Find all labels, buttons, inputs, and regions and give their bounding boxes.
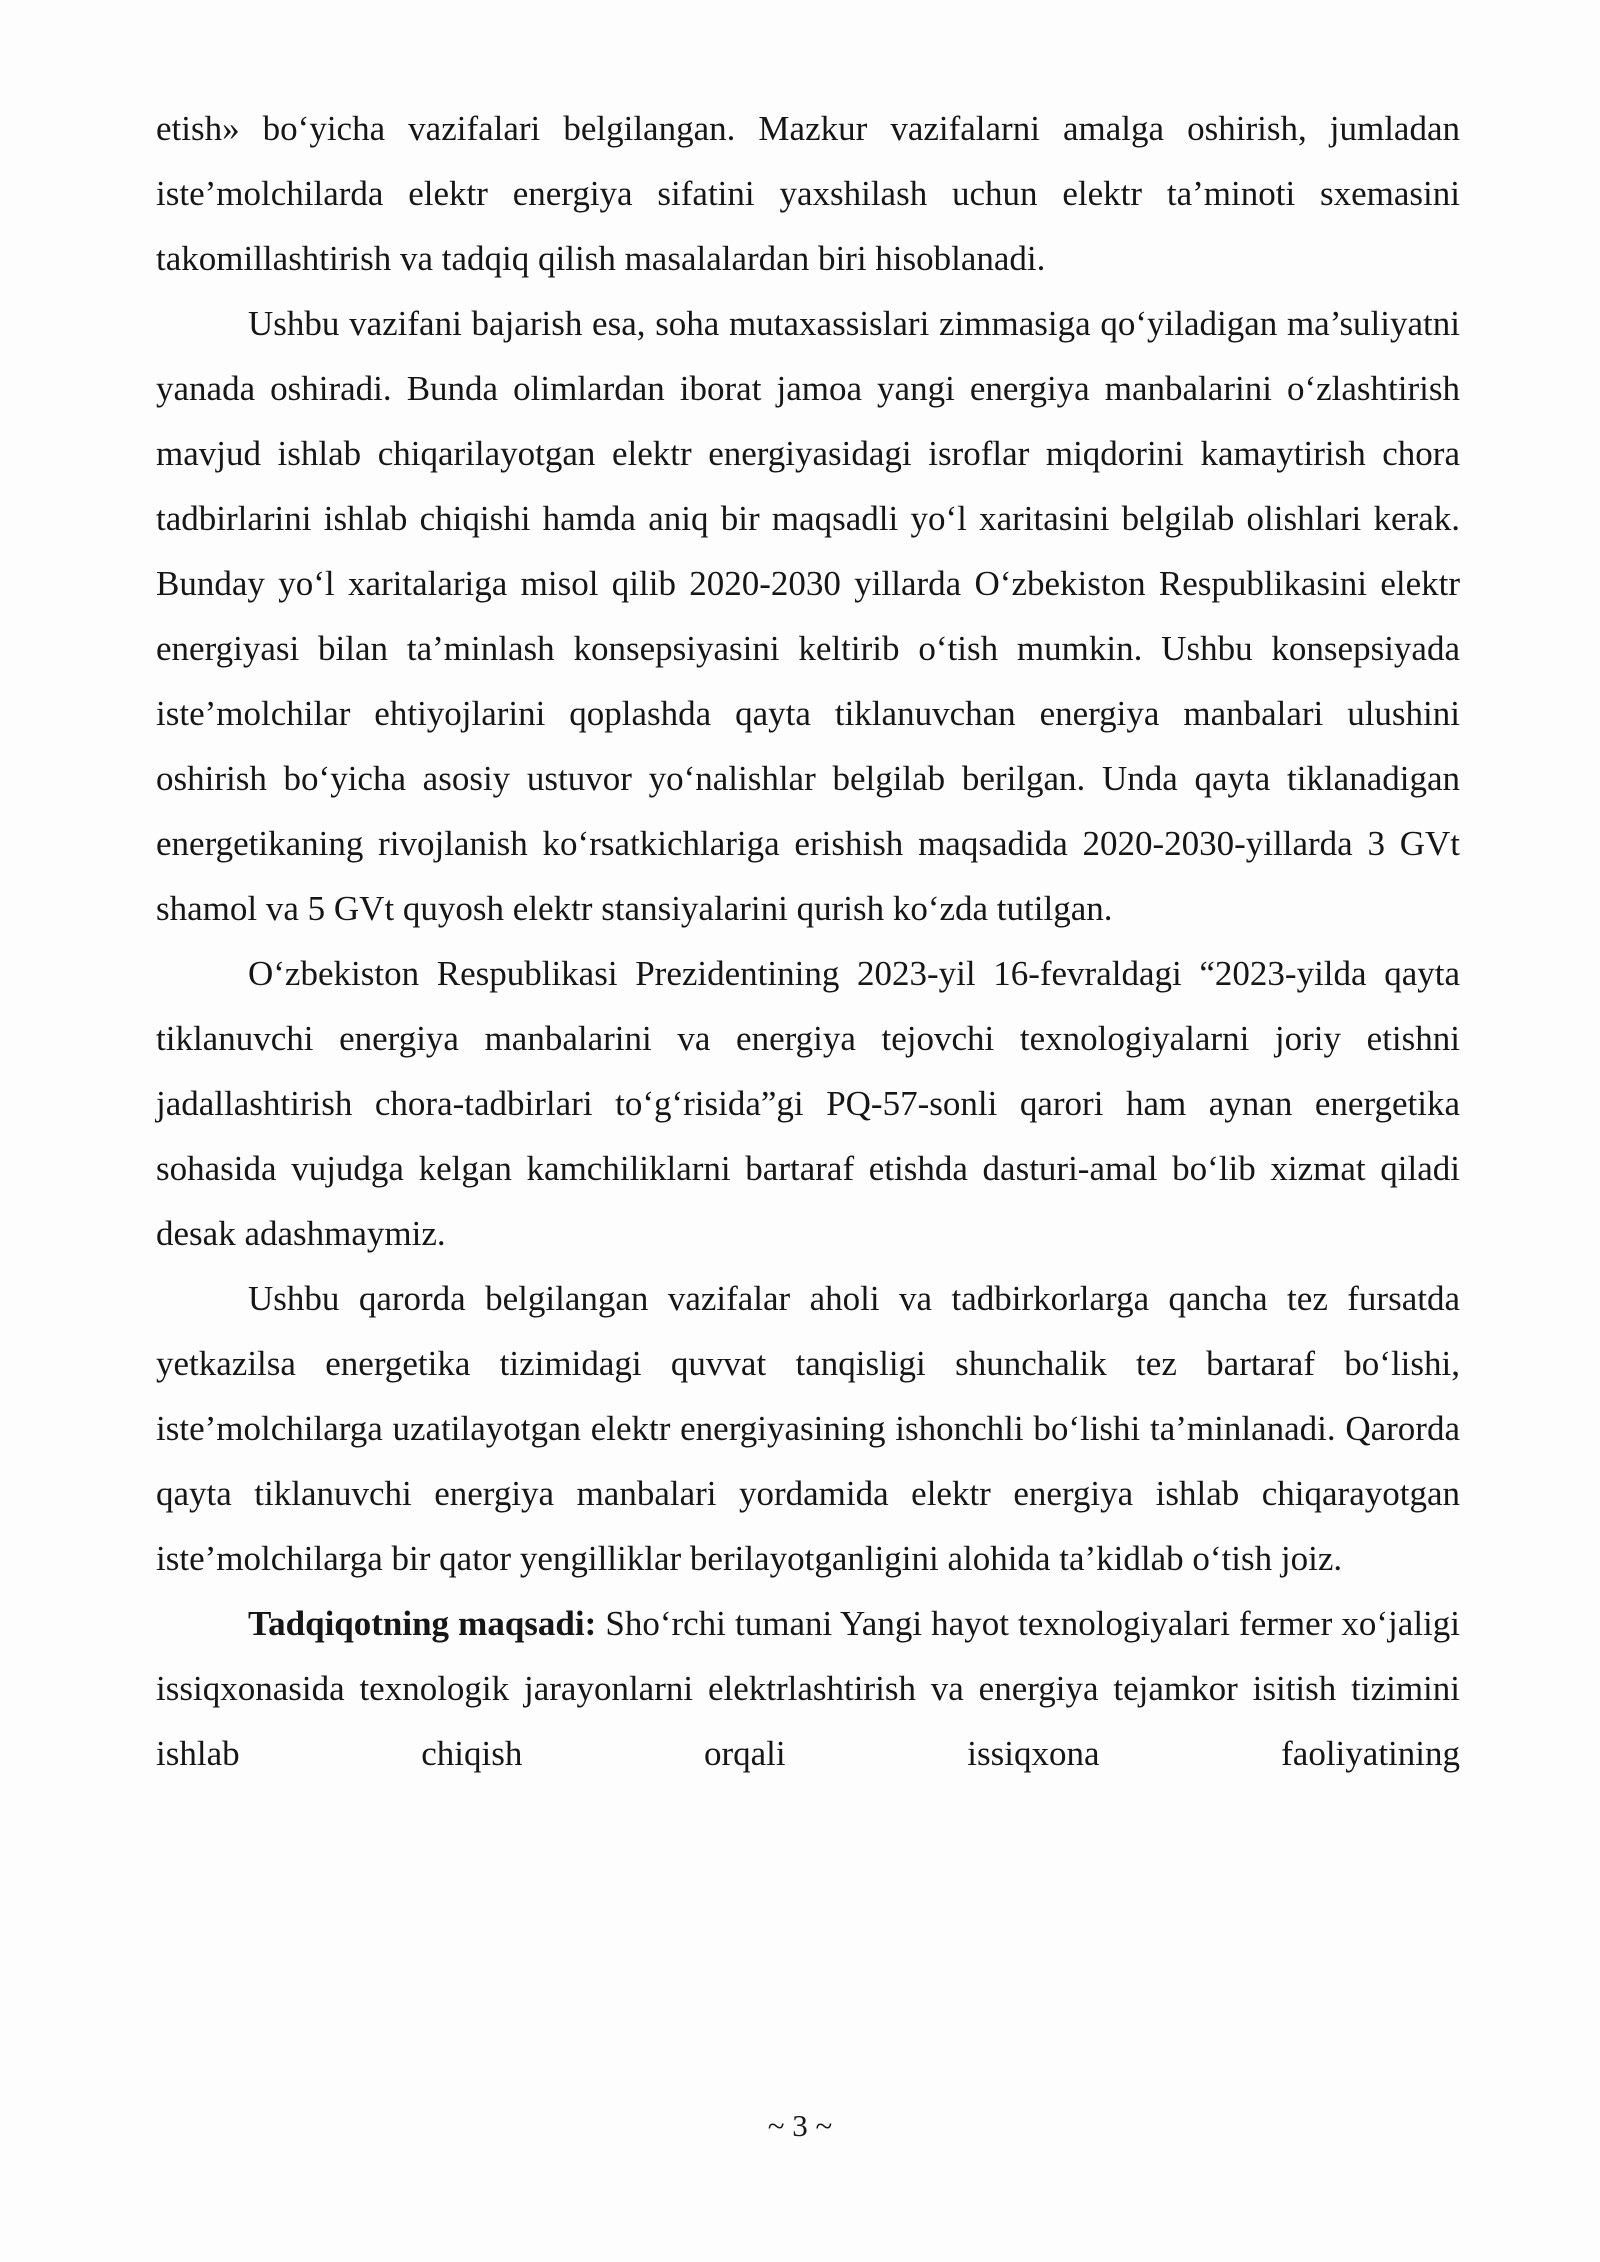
paragraph-bold-lead: Tadqiqotning maqsadi:: [248, 1604, 597, 1643]
paragraph: Tadqiqotning maqsadi: Sho‘rchi tumani Yangi hayot texnologiyalari fermer xo‘jaligi issiqxonasida texnologik jarayonlarni elektrlashtirish va energiya tejamkor isitish tizimini ishlab chiqish orqali issiqxona faoliyatining: [156, 1604, 1460, 1773]
paragraph: O‘zbekiston Respublikasi Prezidentining 2023-yil 16-fevraldagi “2023-yilda qayta tiklanuvchi energiya manbalarini va energiya tejovchi texnologiyalarni joriy etishni jadallashtirish chora-tadbirlari to‘g‘risida”gi PQ-57-sonli qarori ham aynan energetika sohasida vujudga kelgan kamchiliklarni bartaraf etishda dasturi-amal bo‘lib xizmat qiladi desak adashmaymiz.: [156, 954, 1460, 1253]
paragraph: Ushbu vazifani bajarish esa, soha mutaxassislari zimmasiga qo‘yiladigan ma’suliyatni yanada oshiradi. Bunda olimlardan iborat jamoa yangi energiya manbalarini o‘zlashtirish mavjud ishlab chiqarilayotgan elektr energiyasidagi isroflar miqdorini kamaytirish chora tadbirlarini ishlab chiqishi hamda aniq bir maqsadli yo‘l xaritasini belgilab olishlari kerak. Bunday yo‘l xaritalariga misol qilib 2020-2030 yillarda O‘zbekiston Respublikasini elektr energiyasi bilan ta’minlash konsepsiyasini keltirib o‘tish mumkin. Ushbu konsepsiyada iste’molchilar ehtiyojlarini qoplashda qayta tiklanuvchan energiya manbalari ulushini oshirish bo‘yicha asosiy ustuvor yo‘nalishlar belgilab berilgan. Unda qayta tiklanadigan energetikaning rivojlanish ko‘rsatkichlariga erishish maqsadida 2020-2030-yillarda 3 GVt shamol va 5 GVt quyosh elektr stansiyalarini qurish ko‘zda tutilgan.: [156, 304, 1460, 928]
paragraph: etish» bo‘yicha vazifalari belgilangan. Mazkur vazifalarni amalga oshirish, jumladan iste’molchilarda elektr energiya sifatini yaxshilash uchun elektr ta’minoti sxemasini takomillashtirish va tadqiq qilish masalalardan biri hisoblanadi.: [156, 109, 1460, 278]
page-text-block: [156, 96, 1460, 1786]
page-number: ~ 3 ~: [767, 2108, 833, 2143]
paragraph: Ushbu qarorda belgilangan vazifalar aholi va tadbirkorlarga qancha tez fursatda yetkazilsa energetika tizimidagi quvvat tanqisligi shunchalik tez bartaraf bo‘lishi, iste’molchilarga uzatilayotgan elektr energiyasining ishonchli bo‘lishi ta’minlanadi. Qarorda qayta tiklanuvchi energiya manbalari yordamida elektr energiya ishlab chiqarayotgan iste’molchilarga bir qator yengilliklar berilayotganligini alohida ta’kidlab o‘tish joiz.: [156, 1279, 1460, 1578]
